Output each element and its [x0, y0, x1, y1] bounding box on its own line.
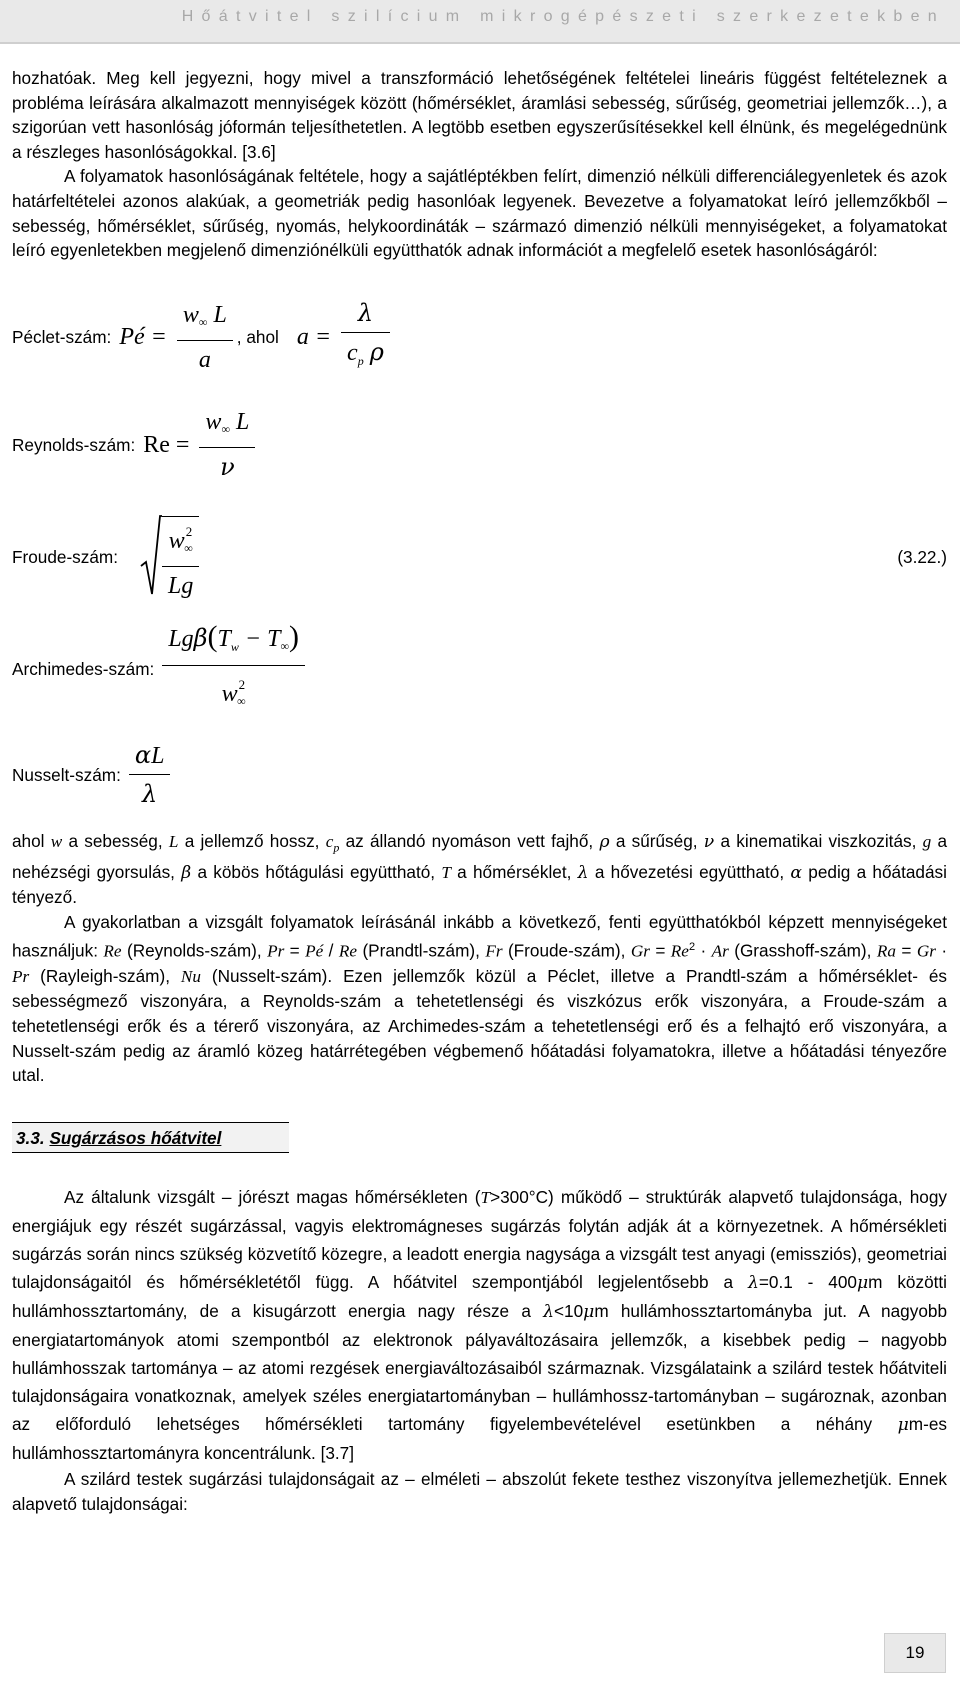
section-title: Sugárzásos hőátvitel: [49, 1127, 222, 1148]
running-title: Hőátvitel szilícium mikrogépészeti szerkezetekben: [181, 8, 945, 25]
fraction-diffusivity: $\frac{\lambda}{c_p \rho}$: [341, 298, 390, 377]
fraction-peclet: $\frac{w\infty L}{a}$: [177, 300, 233, 376]
fraction-reynolds: $\frac{w\infty L}{\nu}$: [199, 407, 255, 484]
equation-froude: [12, 513, 947, 603]
page-body: [12, 66, 947, 1517]
equation-label-archimedes: Archimedes-szám:: [12, 659, 155, 680]
equation-label-peclet: Péclet-szám:: [12, 327, 112, 348]
paragraph-radiation: Az általunk vizsgált – jórészt magas hőmérsékleten (T>300°C) működő – struktúrák alapvető tulajdonsága, hogy energiájuk egy részét sugárzással, vagyis elektromágneses sugárzás folytán adják át a környezetnek. A hőmérsékleti sugárzás során nincs szükség közvetítő közegre, a leadott energia nagysága a vizsgált test anyagi (emissziós), geometriai tulajdonságaitól és hőmérsékletétől függ. A hőátvitel szempontjából legjelentősebb a λ=0.1 - 400μm közötti hullámhossztartomány, de a kisugárzott energia nagy része a λ<10μm hullámhossztartományba jut. A nagyobb energiatartományok atomi szempontból az elektronok pályaváltozásaira jellemzők, a kisebbek pedig – nagyobb hullámhosszak tartománya – az atomi rezgések energiaváltozásaiból származnak. Vizsgálataink a szilárd testek hőátviteli tulajdonságaira vonatkoznak, amelyek széles energiatartományban – hullámhossz-tartományban – sugároznak, azonban az előforduló lehetséges hőmérsékleti tartomány figyelembevételével esetünkben a néhány μm-es hullámhossztartományra koncentrálunk. [3.7]: [12, 1187, 948, 1464]
section-heading: [12, 1122, 289, 1154]
header-rule: [0, 42, 960, 44]
fraction-archimedes: $\frac{Lg\beta(T_w - T\infty)}{w^2\infty}$: [162, 622, 305, 717]
page-number: 19: [884, 1633, 946, 1673]
equation-ahol: , ahol: [236, 327, 279, 348]
paragraph-numbers-usage: A gyakorlatban a vizsgált folyamatok leírásánál inkább a következő, fenti együtthatókból képzett mennyiségeket használjuk: Re (Reynolds-szám), Pr = Pé / Re (Prandtl-szám), Fr (Froude-szám), $Gr = Re^2 \cdot Ar$ (Grasshoff-szám), Ra = Gr · Pr (Rayleigh-szám), Nu (Nusselt-szám). Ezen jellemzők közül a Péclet, illetve a Prandtl-szám a hőmérséklet- és sebességmező viszonyára, a Reynolds-szám a tehetetlenségi és viszkózus erők viszonyára, a Froude-szám a tehetetlenségi erők és a térerő viszonyára, az Archimedes-szám a tehetetlenségi erő és a felhajtó erő viszonyára, a Nusselt-szám pedig az áramló közeg határrétegében végbemenő hőátadási folyamatokra, illetve a hőátadási tényezőre utal.: [12, 911, 948, 1086]
symbol-re: Re =: [143, 432, 190, 459]
equation-number: (3.22.): [897, 547, 947, 568]
equation-label-nusselt: Nusselt-szám:: [12, 765, 121, 786]
equation-archimedes: [12, 620, 947, 715]
paragraph-symbols: ahol w a sebesség, L a jellemző hossz, $c_p$ az állandó nyomáson vett fajhő, ρ a sűrűség, ν a kinematikai viszkozitás, g a nehézségi gyorsulás, β a köbös hőtágulási együttható, T a hőmérséklet, λ a hővezetési együttható, α pedig a hőátadási tényező.: [12, 830, 948, 908]
equation-nusselt: [12, 731, 947, 821]
fraction-froude: $\frac{w^2\infty}{Lg}$: [162, 516, 199, 602]
equation-reynolds: [12, 401, 947, 491]
equation-peclet: [12, 293, 947, 383]
fraction-nusselt: $\frac{\alpha L}{\lambda}$: [129, 740, 171, 811]
sqrt-sign: [140, 514, 199, 602]
paragraph-black-body: A szilárd testek sugárzási tulajdonságait az – elméleti – abszolút fekete testhez viszonyítva jellemezhetjük. Ennek alapvető tulajdonságai:: [12, 1469, 947, 1515]
running-header: [0, 0, 960, 42]
symbol-a: a =: [296, 324, 332, 351]
section-number: 3.3.: [16, 1127, 45, 1148]
equation-label-froude: Froude-szám:: [12, 547, 119, 568]
symbol-pe: Pé =: [119, 324, 167, 351]
paragraph-similarity-intro: hozhatóak. Meg kell jegyezni, hogy mivel a transzformáció lehetőségének feltételei lineáris függést feltételeznek a probléma leírására alkalmazott mennyiségek között (hőmérséklet, áramlási sebesség, sűrűség, geometriai jellemzők…), a szigorúan vett hasonlóság jóformán teljesíthetetlen. A legtöbb esetben egyszerűsítésekkel kell élnünk, és megelégednünk a részleges hasonlóságokkal. [3.6]: [12, 68, 947, 162]
equation-label-reynolds: Reynolds-szám:: [12, 435, 136, 456]
paragraph-dimensionless: A folyamatok hasonlóságának feltétele, hogy a sajátléptékben felírt, dimenzió nélküli differenciálegyenletek és azok határfeltételei azonos alakúak, a geometriák pedig hasonlóak legyenek. Bevezetve a folyamatokat leíró jellemzőkből – sebesség, hőmérséklet, sűrűség, nyomás, helykoordináták – származó dimenzió nélküli mennyiségeket, a folyamatokat leíró egyenletekben megjelenő dimenziónélküli együtthatók adnak információt a megfelelő esetek hasonlóságáról:: [12, 166, 947, 261]
